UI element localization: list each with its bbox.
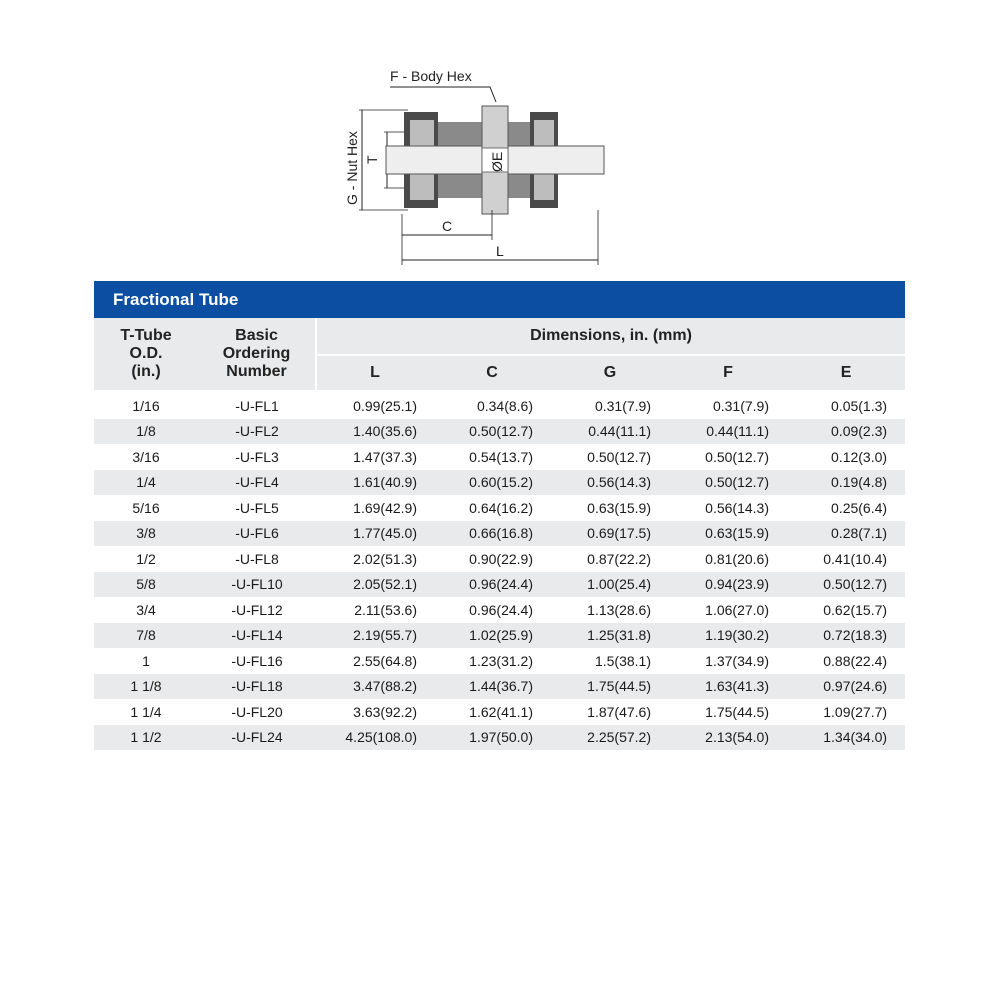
union-fitting-drawing <box>330 60 630 270</box>
cell-e: 0.28(7.1) <box>787 521 905 547</box>
cell-e: 0.09(2.3) <box>787 419 905 445</box>
table-body <box>94 393 905 750</box>
table-row <box>94 572 905 598</box>
cell-ttube: 3/16 <box>94 444 198 470</box>
header-basic-line: Basic <box>235 327 278 344</box>
table-row <box>94 470 905 496</box>
cell-g: 0.63(15.9) <box>551 495 669 521</box>
cell-basic: -U-FL24 <box>198 725 316 751</box>
cell-g: 2.25(57.2) <box>551 725 669 751</box>
cell-e: 1.09(27.7) <box>787 699 905 725</box>
cell-basic: -U-FL1 <box>198 393 316 419</box>
cell-l: 1.40(35.6) <box>316 419 433 445</box>
cell-c: 0.34(8.6) <box>433 393 551 419</box>
cell-ttube: 1 1/2 <box>94 725 198 751</box>
cell-basic: -U-FL14 <box>198 623 316 649</box>
cell-l: 1.77(45.0) <box>316 521 433 547</box>
cell-l: 1.69(42.9) <box>316 495 433 521</box>
cell-l: 3.63(92.2) <box>316 699 433 725</box>
cell-e: 0.19(4.8) <box>787 470 905 496</box>
header-ttube-line: (in.) <box>131 363 161 380</box>
cell-g: 1.00(25.4) <box>551 572 669 598</box>
union-fitting-diagram <box>330 60 630 270</box>
cell-c: 1.62(41.1) <box>433 699 551 725</box>
cell-basic: -U-FL2 <box>198 419 316 445</box>
cell-basic: -U-FL10 <box>198 572 316 598</box>
header-col-c: C <box>433 355 551 390</box>
cell-g: 1.87(47.6) <box>551 699 669 725</box>
cell-e: 0.05(1.3) <box>787 393 905 419</box>
cell-basic: -U-FL8 <box>198 546 316 572</box>
table-row <box>94 648 905 674</box>
cell-f: 0.31(7.9) <box>669 393 787 419</box>
header-col-g: G <box>551 355 669 390</box>
cell-ttube: 3/8 <box>94 521 198 547</box>
cell-l: 3.47(88.2) <box>316 674 433 700</box>
cell-l: 2.02(51.3) <box>316 546 433 572</box>
cell-basic: -U-FL4 <box>198 470 316 496</box>
table-row <box>94 419 905 445</box>
cell-g: 0.31(7.9) <box>551 393 669 419</box>
table-row <box>94 597 905 623</box>
header-ttube <box>94 318 198 390</box>
cell-f: 0.50(12.7) <box>669 470 787 496</box>
l-label: L <box>496 243 504 259</box>
cell-g: 0.50(12.7) <box>551 444 669 470</box>
cell-c: 0.60(15.2) <box>433 470 551 496</box>
cell-g: 1.75(44.5) <box>551 674 669 700</box>
cell-ttube: 3/4 <box>94 597 198 623</box>
cell-f: 1.63(41.3) <box>669 674 787 700</box>
cell-l: 2.05(52.1) <box>316 572 433 598</box>
cell-ttube: 1 <box>94 648 198 674</box>
cell-c: 1.44(36.7) <box>433 674 551 700</box>
cell-basic: -U-FL16 <box>198 648 316 674</box>
cell-c: 1.02(25.9) <box>433 623 551 649</box>
body-hex-label: F - Body Hex <box>390 68 472 84</box>
table-row <box>94 623 905 649</box>
cell-ttube: 1 1/8 <box>94 674 198 700</box>
cell-ttube: 1 1/4 <box>94 699 198 725</box>
cell-c: 0.96(24.4) <box>433 597 551 623</box>
cell-ttube: 1/8 <box>94 419 198 445</box>
cell-e: 1.34(34.0) <box>787 725 905 751</box>
cell-g: 1.5(38.1) <box>551 648 669 674</box>
cell-l: 4.25(108.0) <box>316 725 433 751</box>
cell-g: 0.56(14.3) <box>551 470 669 496</box>
table-row <box>94 674 905 700</box>
cell-e: 0.62(15.7) <box>787 597 905 623</box>
cell-f: 0.81(20.6) <box>669 546 787 572</box>
cell-c: 1.97(50.0) <box>433 725 551 751</box>
cell-basic: -U-FL3 <box>198 444 316 470</box>
cell-ttube: 1/16 <box>94 393 198 419</box>
cell-e: 0.12(3.0) <box>787 444 905 470</box>
cell-ttube: 5/16 <box>94 495 198 521</box>
cell-g: 0.69(17.5) <box>551 521 669 547</box>
header-basic-line: Ordering <box>222 345 291 362</box>
cell-g: 0.87(22.2) <box>551 546 669 572</box>
cell-e: 0.72(18.3) <box>787 623 905 649</box>
table-row <box>94 546 905 572</box>
cell-f: 0.44(11.1) <box>669 419 787 445</box>
cell-basic: -U-FL18 <box>198 674 316 700</box>
table-row <box>94 393 905 419</box>
left-tube <box>386 146 482 174</box>
table-row <box>94 444 905 470</box>
fractional-tube-table-section <box>94 281 905 750</box>
cell-l: 2.11(53.6) <box>316 597 433 623</box>
cell-f: 0.63(15.9) <box>669 521 787 547</box>
cell-l: 1.61(40.9) <box>316 470 433 496</box>
cell-e: 0.88(22.4) <box>787 648 905 674</box>
table-row <box>94 521 905 547</box>
cell-c: 0.54(13.7) <box>433 444 551 470</box>
cell-e: 0.97(24.6) <box>787 674 905 700</box>
cell-f: 2.13(54.0) <box>669 725 787 751</box>
nut-hex-label: G - Nut Hex <box>344 131 360 205</box>
cell-f: 1.06(27.0) <box>669 597 787 623</box>
cell-c: 0.96(24.4) <box>433 572 551 598</box>
header-col-f: F <box>669 355 787 390</box>
cell-basic: -U-FL12 <box>198 597 316 623</box>
header-col-l: L <box>316 355 433 390</box>
header-basic-ordering-number <box>198 318 316 390</box>
t-label: T <box>364 155 380 164</box>
cell-ttube: 1/2 <box>94 546 198 572</box>
cell-e: 0.25(6.4) <box>787 495 905 521</box>
cell-f: 1.75(44.5) <box>669 699 787 725</box>
cell-e: 0.50(12.7) <box>787 572 905 598</box>
table-row <box>94 495 905 521</box>
table-title: Fractional Tube <box>94 281 905 318</box>
cell-f: 0.56(14.3) <box>669 495 787 521</box>
table-row <box>94 725 905 751</box>
header-col-e: E <box>787 355 905 390</box>
cell-e: 0.41(10.4) <box>787 546 905 572</box>
e-label: ØE <box>489 151 505 172</box>
cell-ttube: 7/8 <box>94 623 198 649</box>
cell-f: 1.37(34.9) <box>669 648 787 674</box>
cell-g: 1.13(28.6) <box>551 597 669 623</box>
cell-c: 0.64(16.2) <box>433 495 551 521</box>
cell-basic: -U-FL5 <box>198 495 316 521</box>
cell-c: 0.90(22.9) <box>433 546 551 572</box>
right-tube <box>508 146 604 174</box>
cell-g: 1.25(31.8) <box>551 623 669 649</box>
cell-f: 0.94(23.9) <box>669 572 787 598</box>
header-dimensions: Dimensions, in. (mm) <box>316 318 905 355</box>
cell-l: 0.99(25.1) <box>316 393 433 419</box>
cell-ttube: 5/8 <box>94 572 198 598</box>
cell-g: 0.44(11.1) <box>551 419 669 445</box>
cell-f: 1.19(30.2) <box>669 623 787 649</box>
table-row <box>94 699 905 725</box>
cell-basic: -U-FL20 <box>198 699 316 725</box>
body-hex-leader <box>390 87 496 102</box>
cell-c: 0.50(12.7) <box>433 419 551 445</box>
cell-ttube: 1/4 <box>94 470 198 496</box>
cell-basic: -U-FL6 <box>198 521 316 547</box>
dimension-table <box>94 318 905 750</box>
cell-c: 1.23(31.2) <box>433 648 551 674</box>
header-ttube-line: T-Tube <box>120 327 172 344</box>
cell-f: 0.50(12.7) <box>669 444 787 470</box>
cell-l: 2.55(64.8) <box>316 648 433 674</box>
c-label: C <box>442 218 453 234</box>
header-basic-line: Number <box>226 363 287 380</box>
cell-l: 1.47(37.3) <box>316 444 433 470</box>
header-ttube-line: O.D. <box>129 345 163 362</box>
cell-l: 2.19(55.7) <box>316 623 433 649</box>
cell-c: 0.66(16.8) <box>433 521 551 547</box>
